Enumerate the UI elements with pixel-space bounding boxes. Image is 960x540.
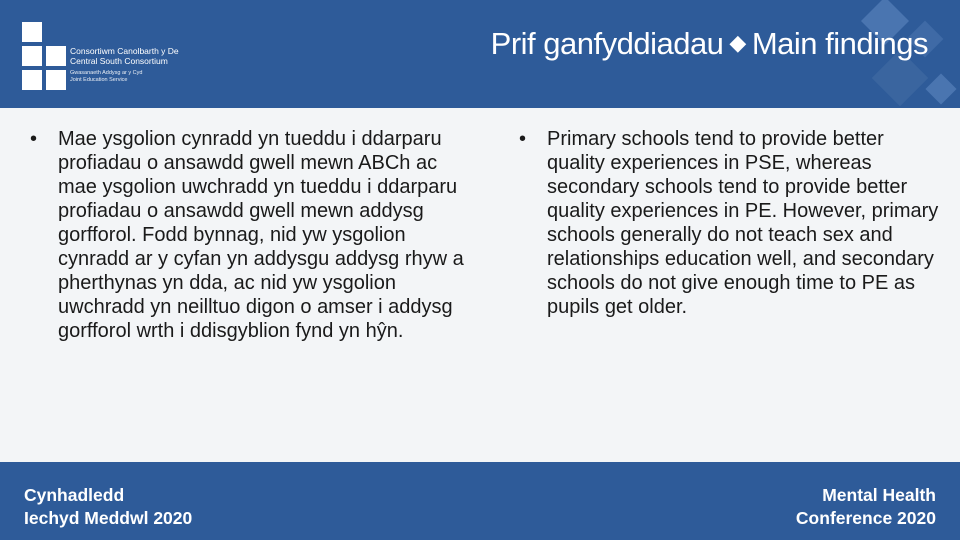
title-welsh: Prif ganfyddiadau — [490, 26, 724, 61]
logo-subline-english: Joint Education Service — [70, 77, 128, 83]
footer-banner — [0, 462, 960, 540]
logo-mark-icon — [22, 22, 66, 90]
header-banner — [0, 0, 960, 108]
footer-conference-welsh — [24, 484, 192, 530]
consortium-logo — [22, 22, 192, 92]
welsh-findings-text: Mae ysgolion cynradd yn tueddu i ddarparu profiadau o ansawdd gwell mewn ABCh ac mae ysgolion uwchradd yn tueddu i ddarparu profiadau o ansawdd gwell mewn addysg gorfforol. Fodd bynnag, nid yw ysgolion cynradd ar y cyfan yn addysgu addysg rhyw a pherthynas yn dda, ac nid yw ysgolion uwchradd yn neilltuo digon o amser i addysg gorfforol wrth i ddisgyblion fynd yn hŷn. — [58, 128, 464, 342]
english-findings — [519, 127, 939, 319]
bullet-icon: • — [30, 128, 38, 150]
logo-subline-welsh: Gwasanaeth Addysg ar y Cyd — [70, 70, 143, 76]
footer-right-line2: Conference 2020 — [795, 508, 936, 528]
logo-text — [70, 46, 179, 84]
logo-line-welsh: Consortiwm Canolbarth y De — [70, 46, 179, 56]
footer-left-line1: Cynhadledd — [24, 485, 125, 505]
title-english: Main findings — [751, 26, 928, 61]
footer-left-line2: Iechyd Meddwl 2020 — [24, 508, 193, 528]
english-findings-text: Primary schools tend to provide better quality experiences in PSE, whereas secondary schools tend to provide better quality experiences in PE. However, primary schools generally do not teach sex and relationships education well, and secondary schools do not give enough time to PE as pupils get older. — [547, 128, 939, 318]
decorative-diamond — [925, 73, 956, 104]
footer-conference-english — [796, 484, 936, 530]
slide-title — [491, 26, 928, 62]
diamond-separator-icon: ◆ — [729, 30, 746, 55]
welsh-findings — [30, 127, 480, 343]
logo-line-english: Central South Consortium — [70, 56, 168, 66]
footer-right-line1: Mental Health — [822, 485, 936, 505]
bullet-icon: • — [519, 128, 527, 150]
